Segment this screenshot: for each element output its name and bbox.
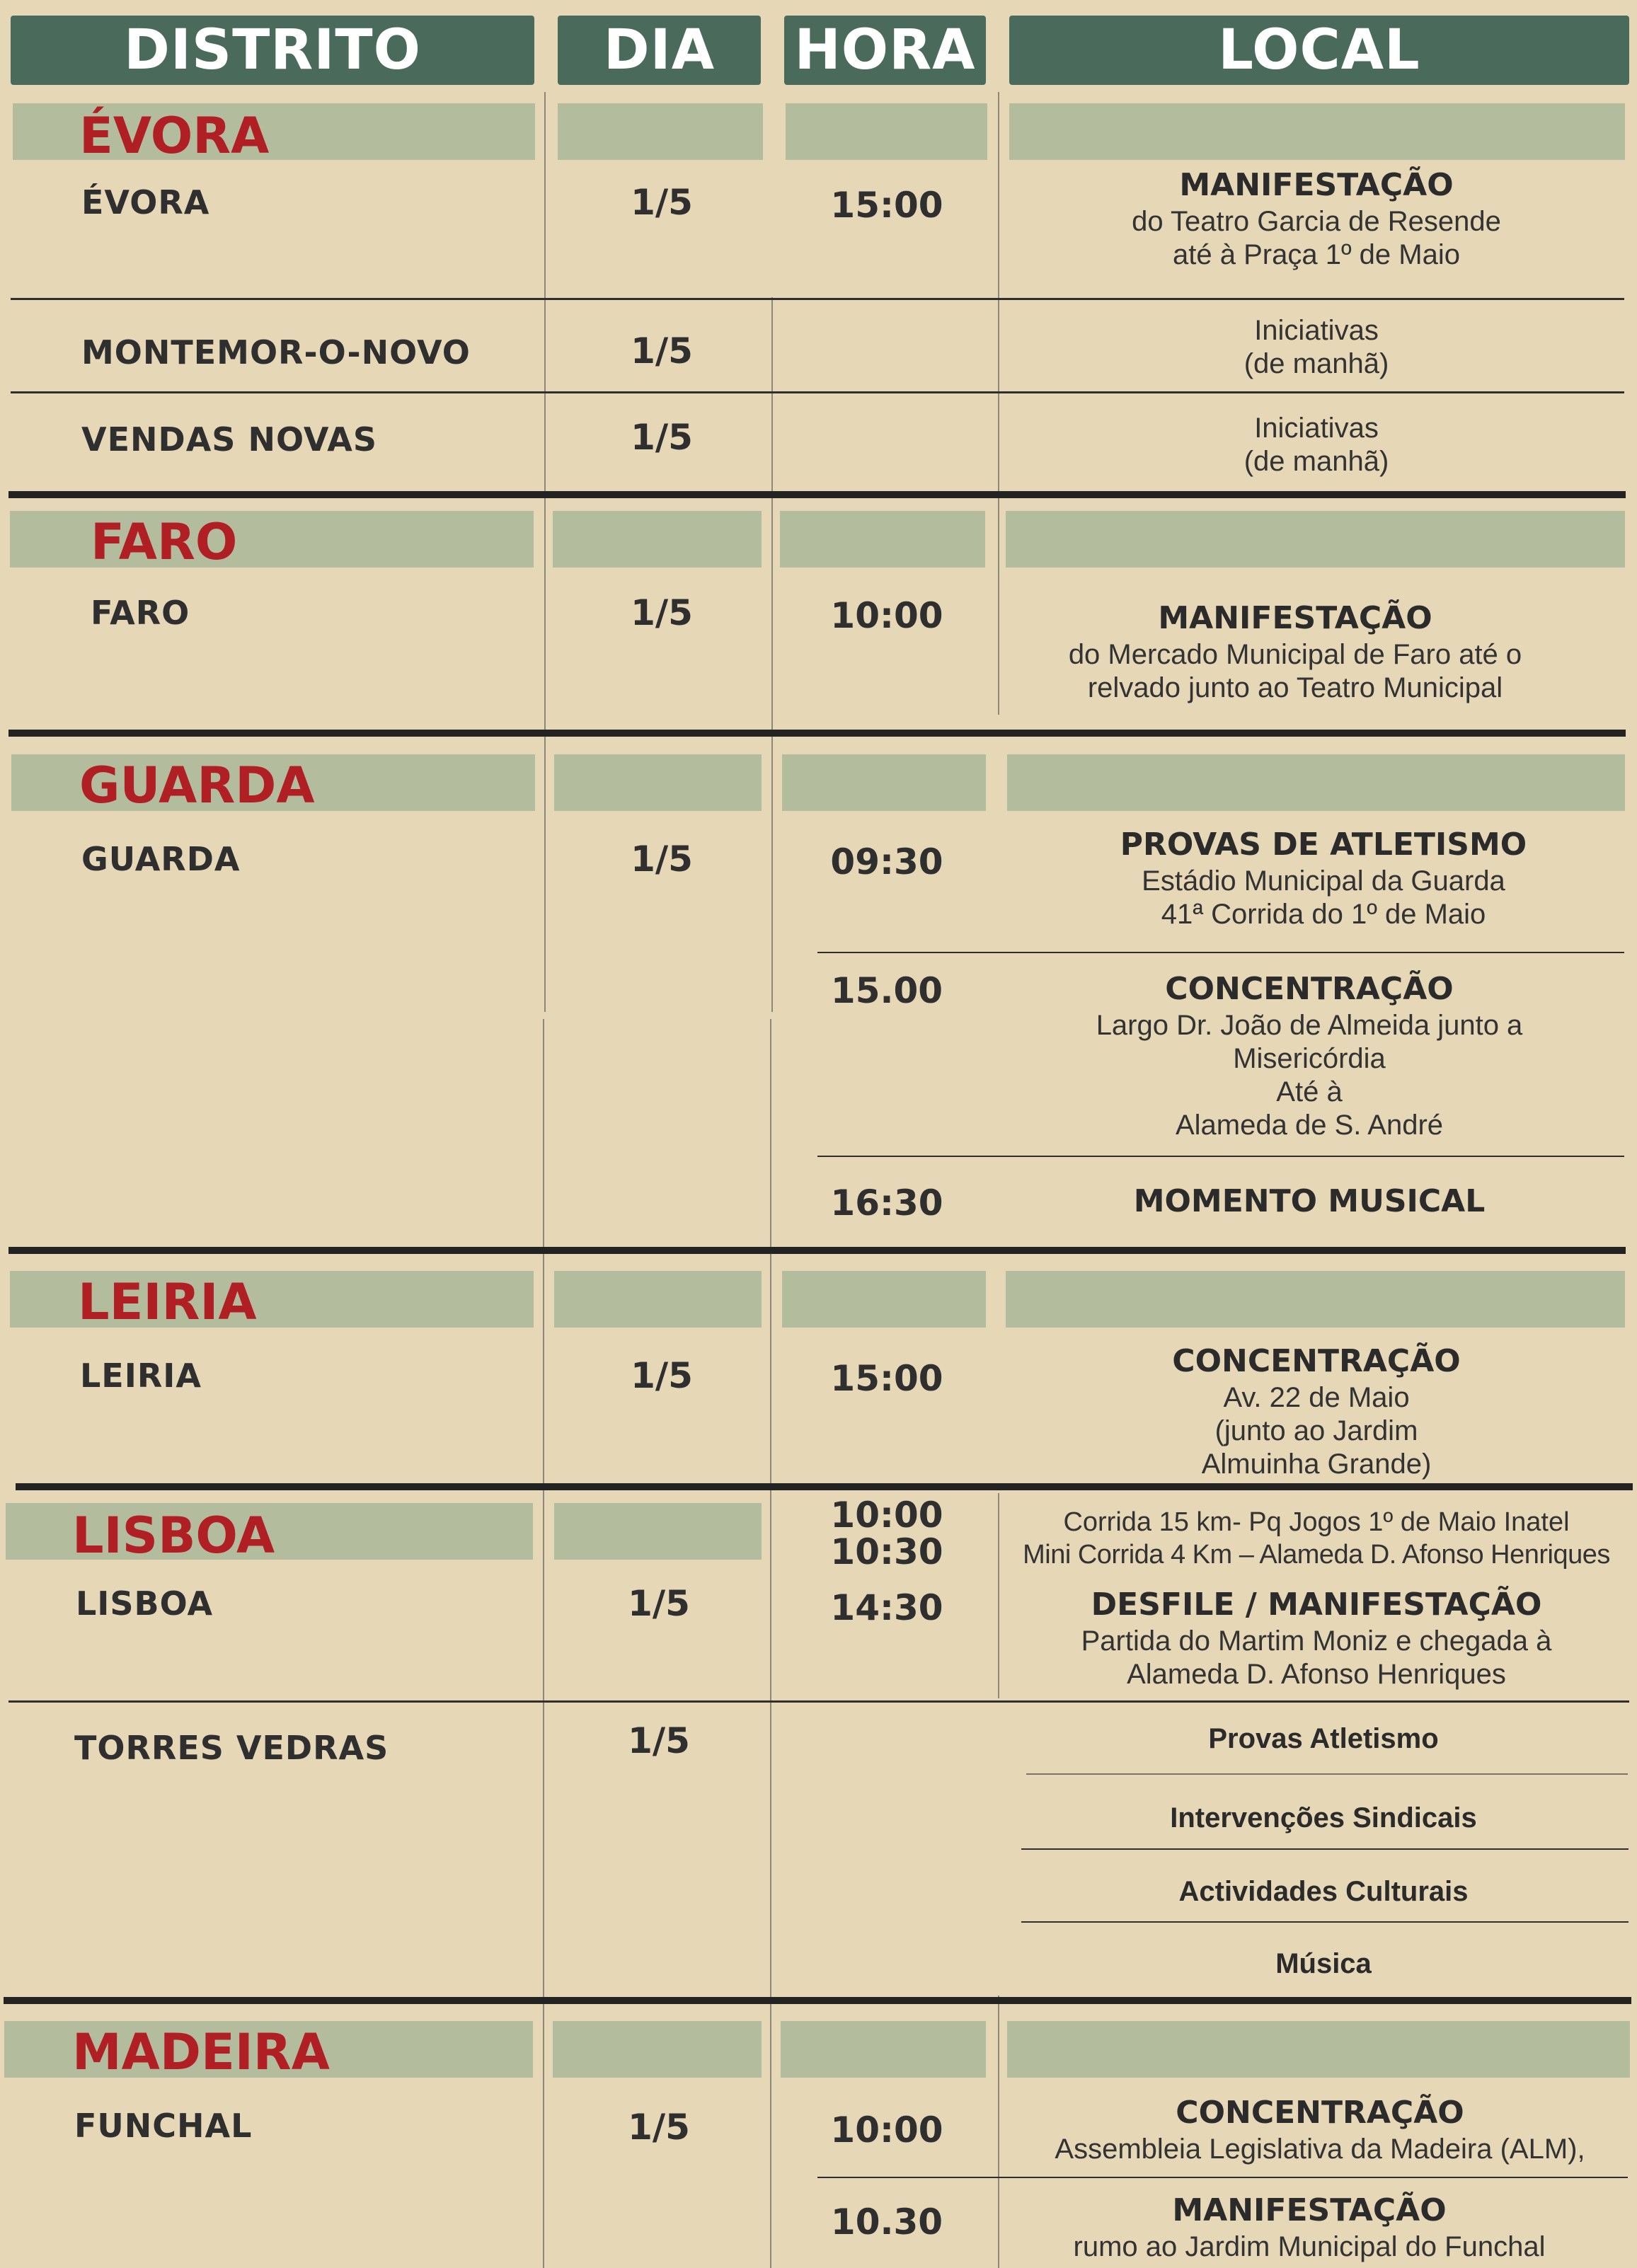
section-divider <box>8 730 1626 737</box>
event-time: 10:00 <box>830 595 943 636</box>
column-divider <box>544 92 546 1012</box>
municipality-name: ÉVORA <box>81 183 210 221</box>
activity-item: Música <box>1275 1948 1372 1979</box>
event-title: MOMENTO MUSICAL <box>1133 1183 1486 1219</box>
row-divider <box>1021 1848 1629 1850</box>
district-band <box>553 2021 762 2078</box>
district-band <box>786 103 987 160</box>
district-title-evora: ÉVORA <box>79 107 270 165</box>
event-title: DESFILE / MANIFESTAÇÃO <box>1091 1587 1542 1623</box>
event-detail: do Teatro Garcia de Resende <box>1132 206 1501 237</box>
event-title: MANIFESTAÇÃO <box>1158 600 1432 636</box>
district-band <box>554 1271 762 1328</box>
activity-item: Actividades Culturais <box>1178 1876 1469 1907</box>
event-title: PROVAS DE ATLETISMO <box>1120 827 1527 863</box>
district-band <box>1006 511 1625 568</box>
district-band <box>782 754 986 811</box>
municipality-name: MONTEMOR-O-NOVO <box>81 333 471 372</box>
activity-item: Intervenções Sindicais <box>1170 1802 1477 1834</box>
event-time: 10:30 <box>830 1531 943 1572</box>
event-detail: Estádio Municipal da Guarda <box>1142 865 1505 897</box>
event-detail: 41ª Corrida do 1º de Maio <box>1161 899 1486 930</box>
event-detail: Largo Dr. João de Almeida junto a <box>1096 1010 1523 1041</box>
header-hour: HORA <box>784 16 986 85</box>
event-location <box>991 969 1628 1142</box>
row-divider <box>817 952 1624 953</box>
district-band <box>780 511 985 568</box>
column-divider <box>770 1019 771 2268</box>
event-location <box>998 1342 1635 1481</box>
municipality-name: LISBOA <box>76 1584 214 1623</box>
municipality-name: FARO <box>91 594 190 632</box>
event-title: CONCENTRAÇÃO <box>1172 1343 1461 1379</box>
event-day: 1/5 <box>628 1583 690 1624</box>
event-day: 1/5 <box>631 330 693 372</box>
district-title-leiria: LEIRIA <box>78 1273 257 1331</box>
activity-item: Provas Atletismo <box>1208 1723 1439 1754</box>
event-detail: do Mercado Municipal de Faro até o <box>1068 639 1522 670</box>
event-detail: até à Praça 1º de Maio <box>1173 239 1460 270</box>
event-location <box>998 412 1635 478</box>
event-time: 16:30 <box>830 1182 943 1224</box>
event-detail: Av. 22 de Maio <box>1223 1382 1410 1413</box>
event-detail: Iniciativas <box>1254 413 1379 444</box>
event-detail: (de manhã) <box>1243 446 1389 477</box>
event-detail: rumo ao Jardim Municipal do Funchal <box>1073 2231 1546 2262</box>
event-location <box>998 314 1635 381</box>
event-time: 10.30 <box>830 2201 943 2243</box>
event-title: MANIFESTAÇÃO <box>1172 2192 1447 2228</box>
event-detail: Misericórdia <box>1233 1043 1386 1074</box>
district-band <box>781 2021 986 2078</box>
event-day: 1/5 <box>631 592 693 633</box>
district-band <box>1006 1271 1625 1328</box>
event-day: 1/5 <box>628 2107 690 2148</box>
event-time: 10:00 <box>830 2109 943 2151</box>
event-location <box>1001 2093 1637 2166</box>
section-divider <box>4 1997 1631 2004</box>
municipality-name: LEIRIA <box>80 1357 202 1395</box>
column-divider <box>771 297 773 1012</box>
event-detail: relvado junto ao Teatro Municipal <box>1087 672 1503 703</box>
district-title-madeira: MADEIRA <box>72 2023 330 2081</box>
municipality-name: VENDAS NOVAS <box>81 420 378 459</box>
district-band <box>1007 2021 1630 2078</box>
district-band <box>554 754 762 811</box>
event-detail: Iniciativas <box>1254 315 1379 346</box>
row-divider <box>11 298 1624 300</box>
event-location <box>991 2191 1628 2264</box>
event-title: MANIFESTAÇÃO <box>1179 167 1454 203</box>
district-title-faro: FARO <box>91 513 238 571</box>
district-band <box>10 511 534 571</box>
race-line: Corrida 15 km- Pq Jogos 1º de Maio Inatel <box>1063 1507 1570 1537</box>
event-time: 15:00 <box>830 185 943 226</box>
district-band <box>558 103 763 160</box>
event-day: 1/5 <box>628 1720 690 1761</box>
event-location <box>998 166 1635 272</box>
event-detail: (de manhã) <box>1243 348 1389 379</box>
row-divider <box>817 1156 1624 1157</box>
header-local: LOCAL <box>1009 16 1629 85</box>
event-title: CONCENTRAÇÃO <box>1165 971 1454 1007</box>
event-day: 1/5 <box>631 182 693 223</box>
event-detail: Partida do Martim Moniz e chegada à <box>1081 1625 1552 1657</box>
row-divider <box>1026 1773 1628 1775</box>
district-band <box>782 1271 986 1328</box>
event-location <box>1005 825 1637 931</box>
event-day: 1/5 <box>631 1355 693 1396</box>
event-time: 10:00 <box>830 1495 943 1536</box>
event-location <box>991 1182 1628 1221</box>
district-title-guarda: GUARDA <box>79 756 315 814</box>
event-detail: (junto ao Jardim <box>1214 1415 1418 1446</box>
race-line: Mini Corrida 4 Km – Alameda D. Afonso Henriques <box>1023 1540 1610 1570</box>
event-day: 1/5 <box>631 417 693 458</box>
district-band <box>1009 103 1625 160</box>
header-district: DISTRITO <box>11 16 534 85</box>
section-divider <box>8 1247 1626 1254</box>
event-location <box>994 1585 1637 1691</box>
event-detail: Até à <box>1276 1076 1343 1107</box>
event-time: 09:30 <box>830 841 943 882</box>
event-time: 14:30 <box>830 1587 943 1628</box>
row-divider <box>1021 1921 1629 1923</box>
municipality-name: TORRES VEDRAS <box>74 1729 389 1767</box>
event-detail: Alameda de S. André <box>1175 1110 1444 1141</box>
event-detail: Assembleia Legislativa da Madeira (ALM), <box>1055 2134 1585 2165</box>
header-day: DIA <box>558 16 761 85</box>
event-day: 1/5 <box>631 839 693 880</box>
district-band <box>1007 754 1625 811</box>
event-detail: Almuinha Grande) <box>1201 1449 1432 1480</box>
column-divider <box>543 1019 544 2268</box>
row-divider <box>817 2177 1628 2178</box>
event-detail: Alameda D. Afonso Henriques <box>1127 1659 1506 1690</box>
event-location <box>977 599 1614 705</box>
event-time: 15.00 <box>830 970 943 1011</box>
district-title-lisboa: LISBOA <box>72 1507 275 1565</box>
row-divider <box>8 1700 1629 1703</box>
district-band <box>554 1503 762 1560</box>
event-time: 15:00 <box>830 1358 943 1399</box>
section-divider <box>16 1483 1633 1490</box>
section-divider <box>8 491 1626 498</box>
row-divider <box>11 391 1624 393</box>
district-band <box>553 511 762 568</box>
municipality-name: GUARDA <box>81 840 241 878</box>
municipality-name: FUNCHAL <box>74 2107 253 2145</box>
event-title: CONCENTRAÇÃO <box>1176 2095 1464 2131</box>
